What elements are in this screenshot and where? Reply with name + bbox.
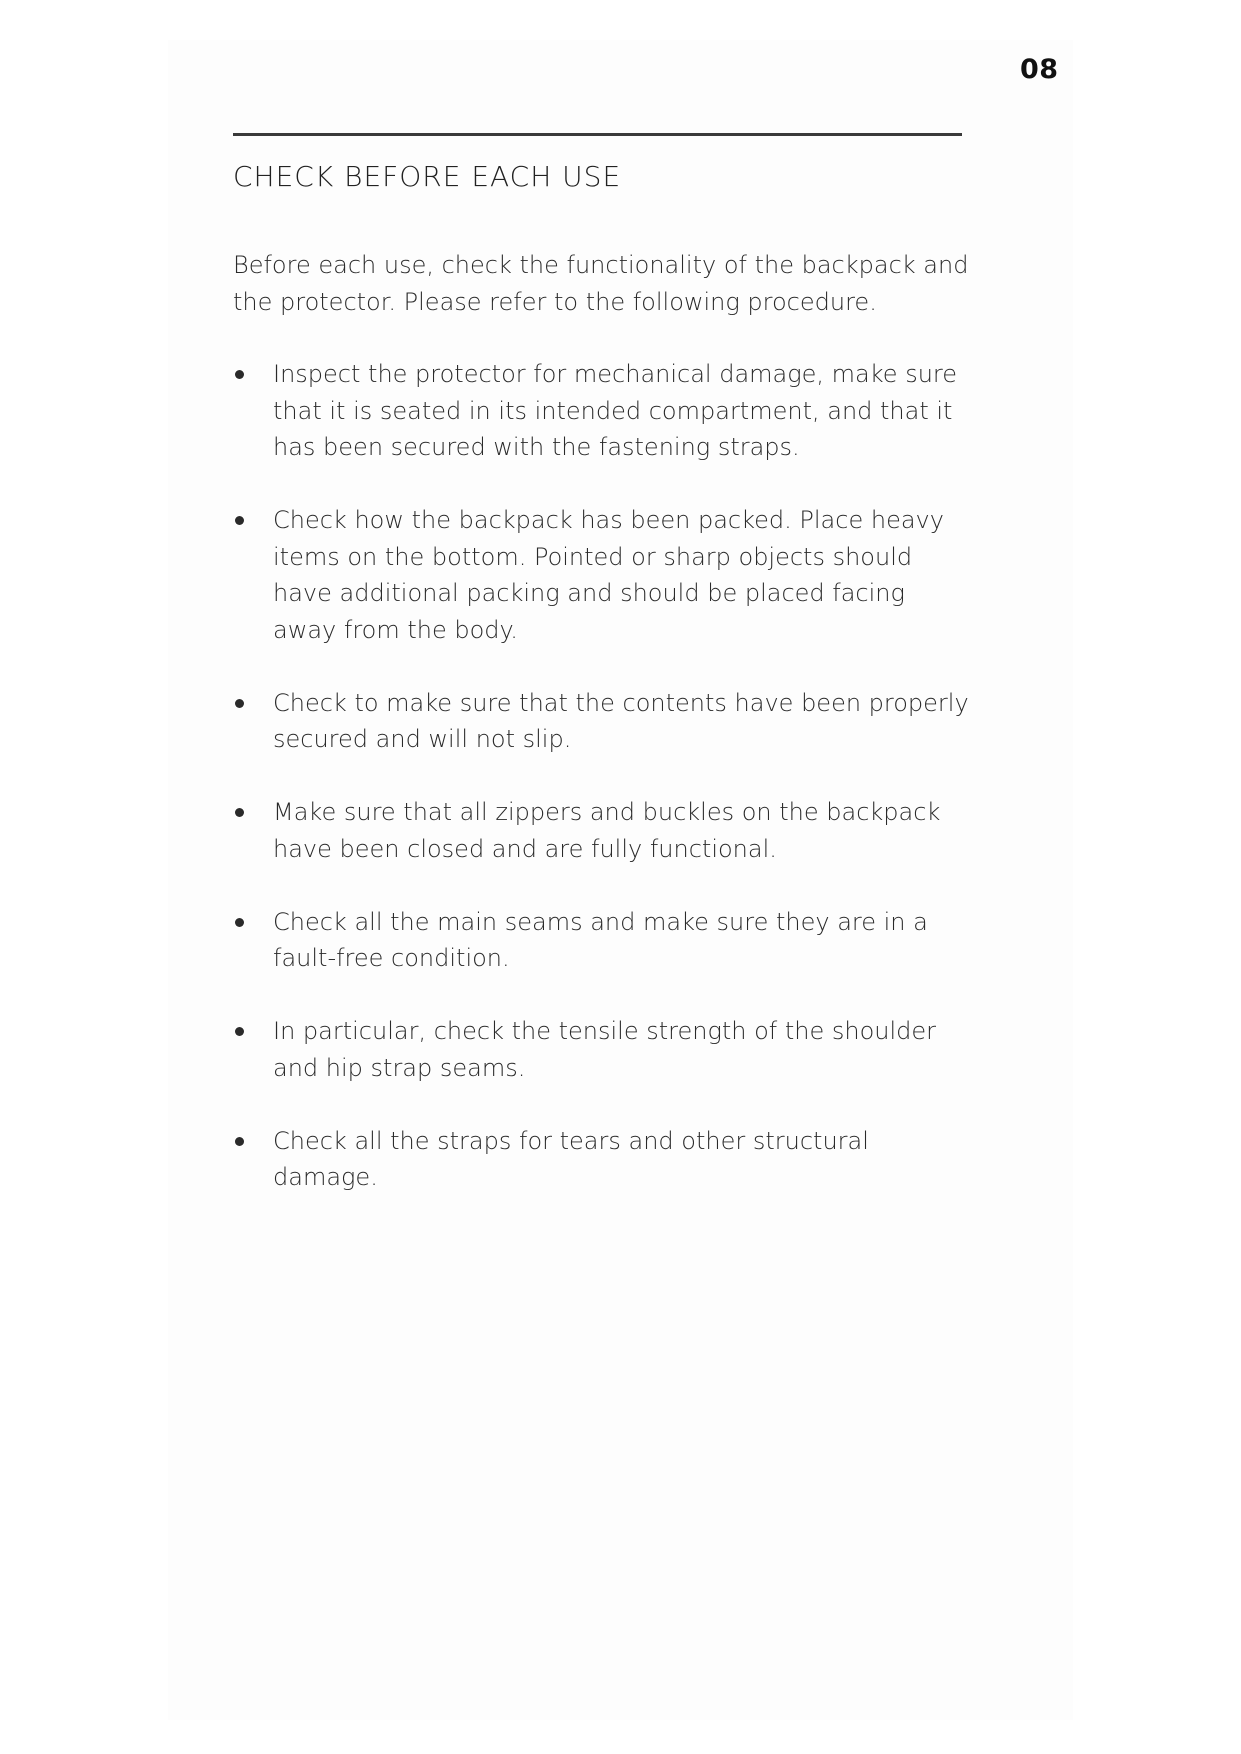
checklist-item-text: Make sure that all zippers and buckles on the backpack have been closed and are fully functional. bbox=[273, 798, 941, 863]
bullet-icon bbox=[235, 808, 244, 817]
checklist-item bbox=[233, 794, 973, 867]
checklist-item bbox=[233, 356, 973, 466]
checklist-item-text: Check all the straps for tears and other structural damage. bbox=[273, 1126, 869, 1191]
checklist-item-text: In particular, check the tensile strength of the shoulder and hip strap seams. bbox=[273, 1017, 937, 1082]
checklist-item bbox=[233, 904, 973, 977]
title-divider bbox=[233, 133, 962, 136]
checklist bbox=[233, 356, 973, 1232]
bullet-icon bbox=[235, 516, 244, 525]
checklist-item-text: Check to make sure that the contents have been properly secured and will not slip. bbox=[273, 688, 969, 753]
bullet-icon bbox=[235, 1027, 244, 1036]
checklist-item bbox=[233, 502, 973, 648]
checklist-item-text: Check all the main seams and make sure they are in a fault-free condition. bbox=[273, 907, 928, 972]
checklist-item bbox=[233, 1013, 973, 1086]
checklist-item bbox=[233, 1123, 973, 1196]
bullet-icon bbox=[235, 918, 244, 927]
section-title: CHECK BEFORE EACH USE bbox=[233, 160, 622, 193]
checklist-item bbox=[233, 685, 973, 758]
bullet-icon bbox=[235, 1137, 244, 1146]
checklist-item-text: Check how the backpack has been packed. Place heavy items on the bottom. Pointed or sharp objects should have additional packing and should be placed facing away from the body. bbox=[273, 506, 944, 644]
page-number: 08 bbox=[1020, 54, 1059, 85]
bullet-icon bbox=[235, 699, 244, 708]
checklist-item-text: Inspect the protector for mechanical damage, make sure that it is seated in its intended compartment, and that it has been secured with the fastening straps. bbox=[273, 360, 958, 461]
bullet-icon bbox=[235, 370, 244, 379]
intro-paragraph: Before each use, check the functionality of the backpack and the protector. Please refer to the following procedure. bbox=[233, 251, 969, 316]
